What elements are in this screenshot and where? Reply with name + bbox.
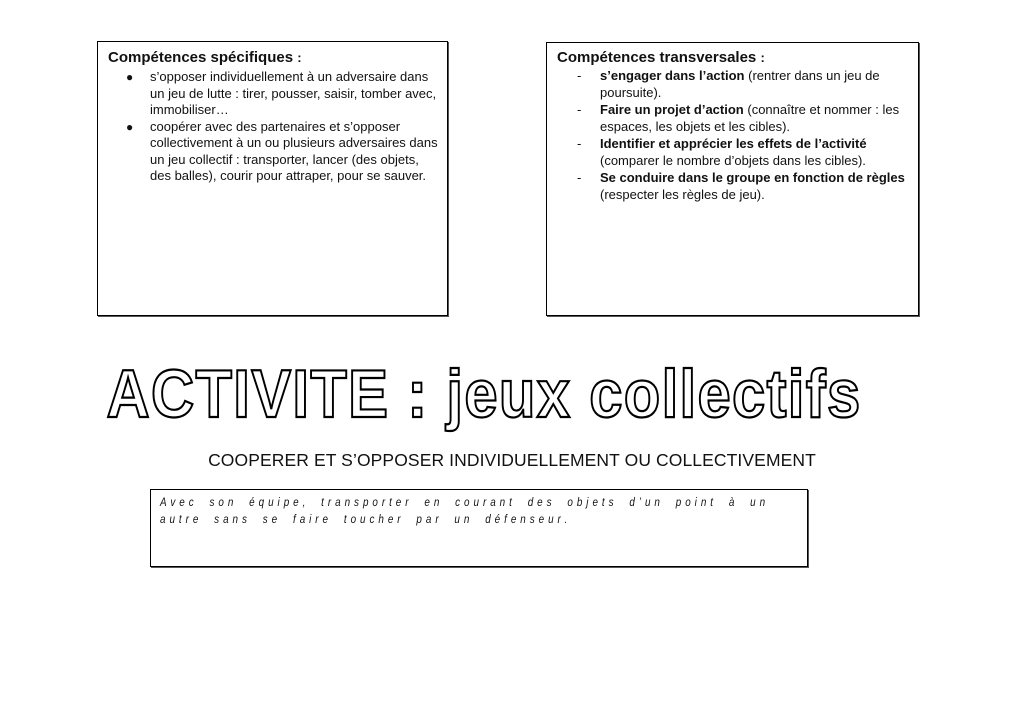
list-item-bold: Faire un projet d’action [600,102,744,117]
page-subtitle: COOPERER ET S’OPPOSER INDIVIDUELLEMENT OU COLLECTIVEMENT [208,450,816,470]
list-item-bold: Se conduire dans le groupe en fonction de règles [600,170,905,185]
bullet-icon: ● [126,119,134,134]
dash-icon: - [577,68,582,83]
specific-skills-box [97,41,448,316]
activity-title [0,355,1024,445]
activity-title-text: ACTIVITE : jeux collectifs [106,356,862,432]
specific-skills-title-text: Compétences spécifiques [108,49,294,66]
dash-icon: - [577,170,582,185]
list-item [108,119,439,185]
list-item [108,69,439,119]
list-item-bold: s’engager dans l’action [600,68,745,83]
transversal-skills-title-colon: : [760,50,765,65]
task-box [150,489,808,567]
list-item-text: (connaître et nommer : les espaces, les objets et les cibles). [600,102,900,134]
list-item-bold: Identifier et apprécier les effets de l’activité [600,136,867,151]
list-item-text: (comparer le nombre d’objets dans les cibles). [600,152,866,168]
list-item-text: (respecter les règles de jeu). [600,186,765,202]
transversal-skills-title [557,49,910,67]
specific-skills-title-colon: : [297,50,302,65]
specific-skills-title [108,49,439,67]
list-item [557,136,910,169]
list-item-text: (rentrer dans un jeu de poursuite). [600,68,880,100]
bullet-icon: ● [126,70,134,84]
list-item-text: s’opposer individuellement à un adversaire dans un jeu de lutte : tirer, pousser, saisir, tomber avec, immobiliser… [150,69,437,117]
dash-icon: - [577,136,582,151]
list-item [557,68,910,101]
dash-icon: - [577,102,582,117]
task-text: Avec son équipe, transporter en courant des objets d’un point à un autre sans se faire toucher par un défenseur. [160,497,770,526]
list-item [557,102,910,135]
transversal-skills-title-text: Compétences transversales [557,49,757,66]
list-item-text: coopérer avec des partenaires et s’opposer collectivement à un ou plusieurs adversaires dans un jeu collectif : transporter, lancer (des objets, des balles), courir pour attraper, pour se sauver. [150,118,438,183]
specific-skills-list [108,69,439,185]
transversal-skills-box [546,42,919,316]
transversal-skills-list [557,68,910,203]
list-item [557,170,910,203]
